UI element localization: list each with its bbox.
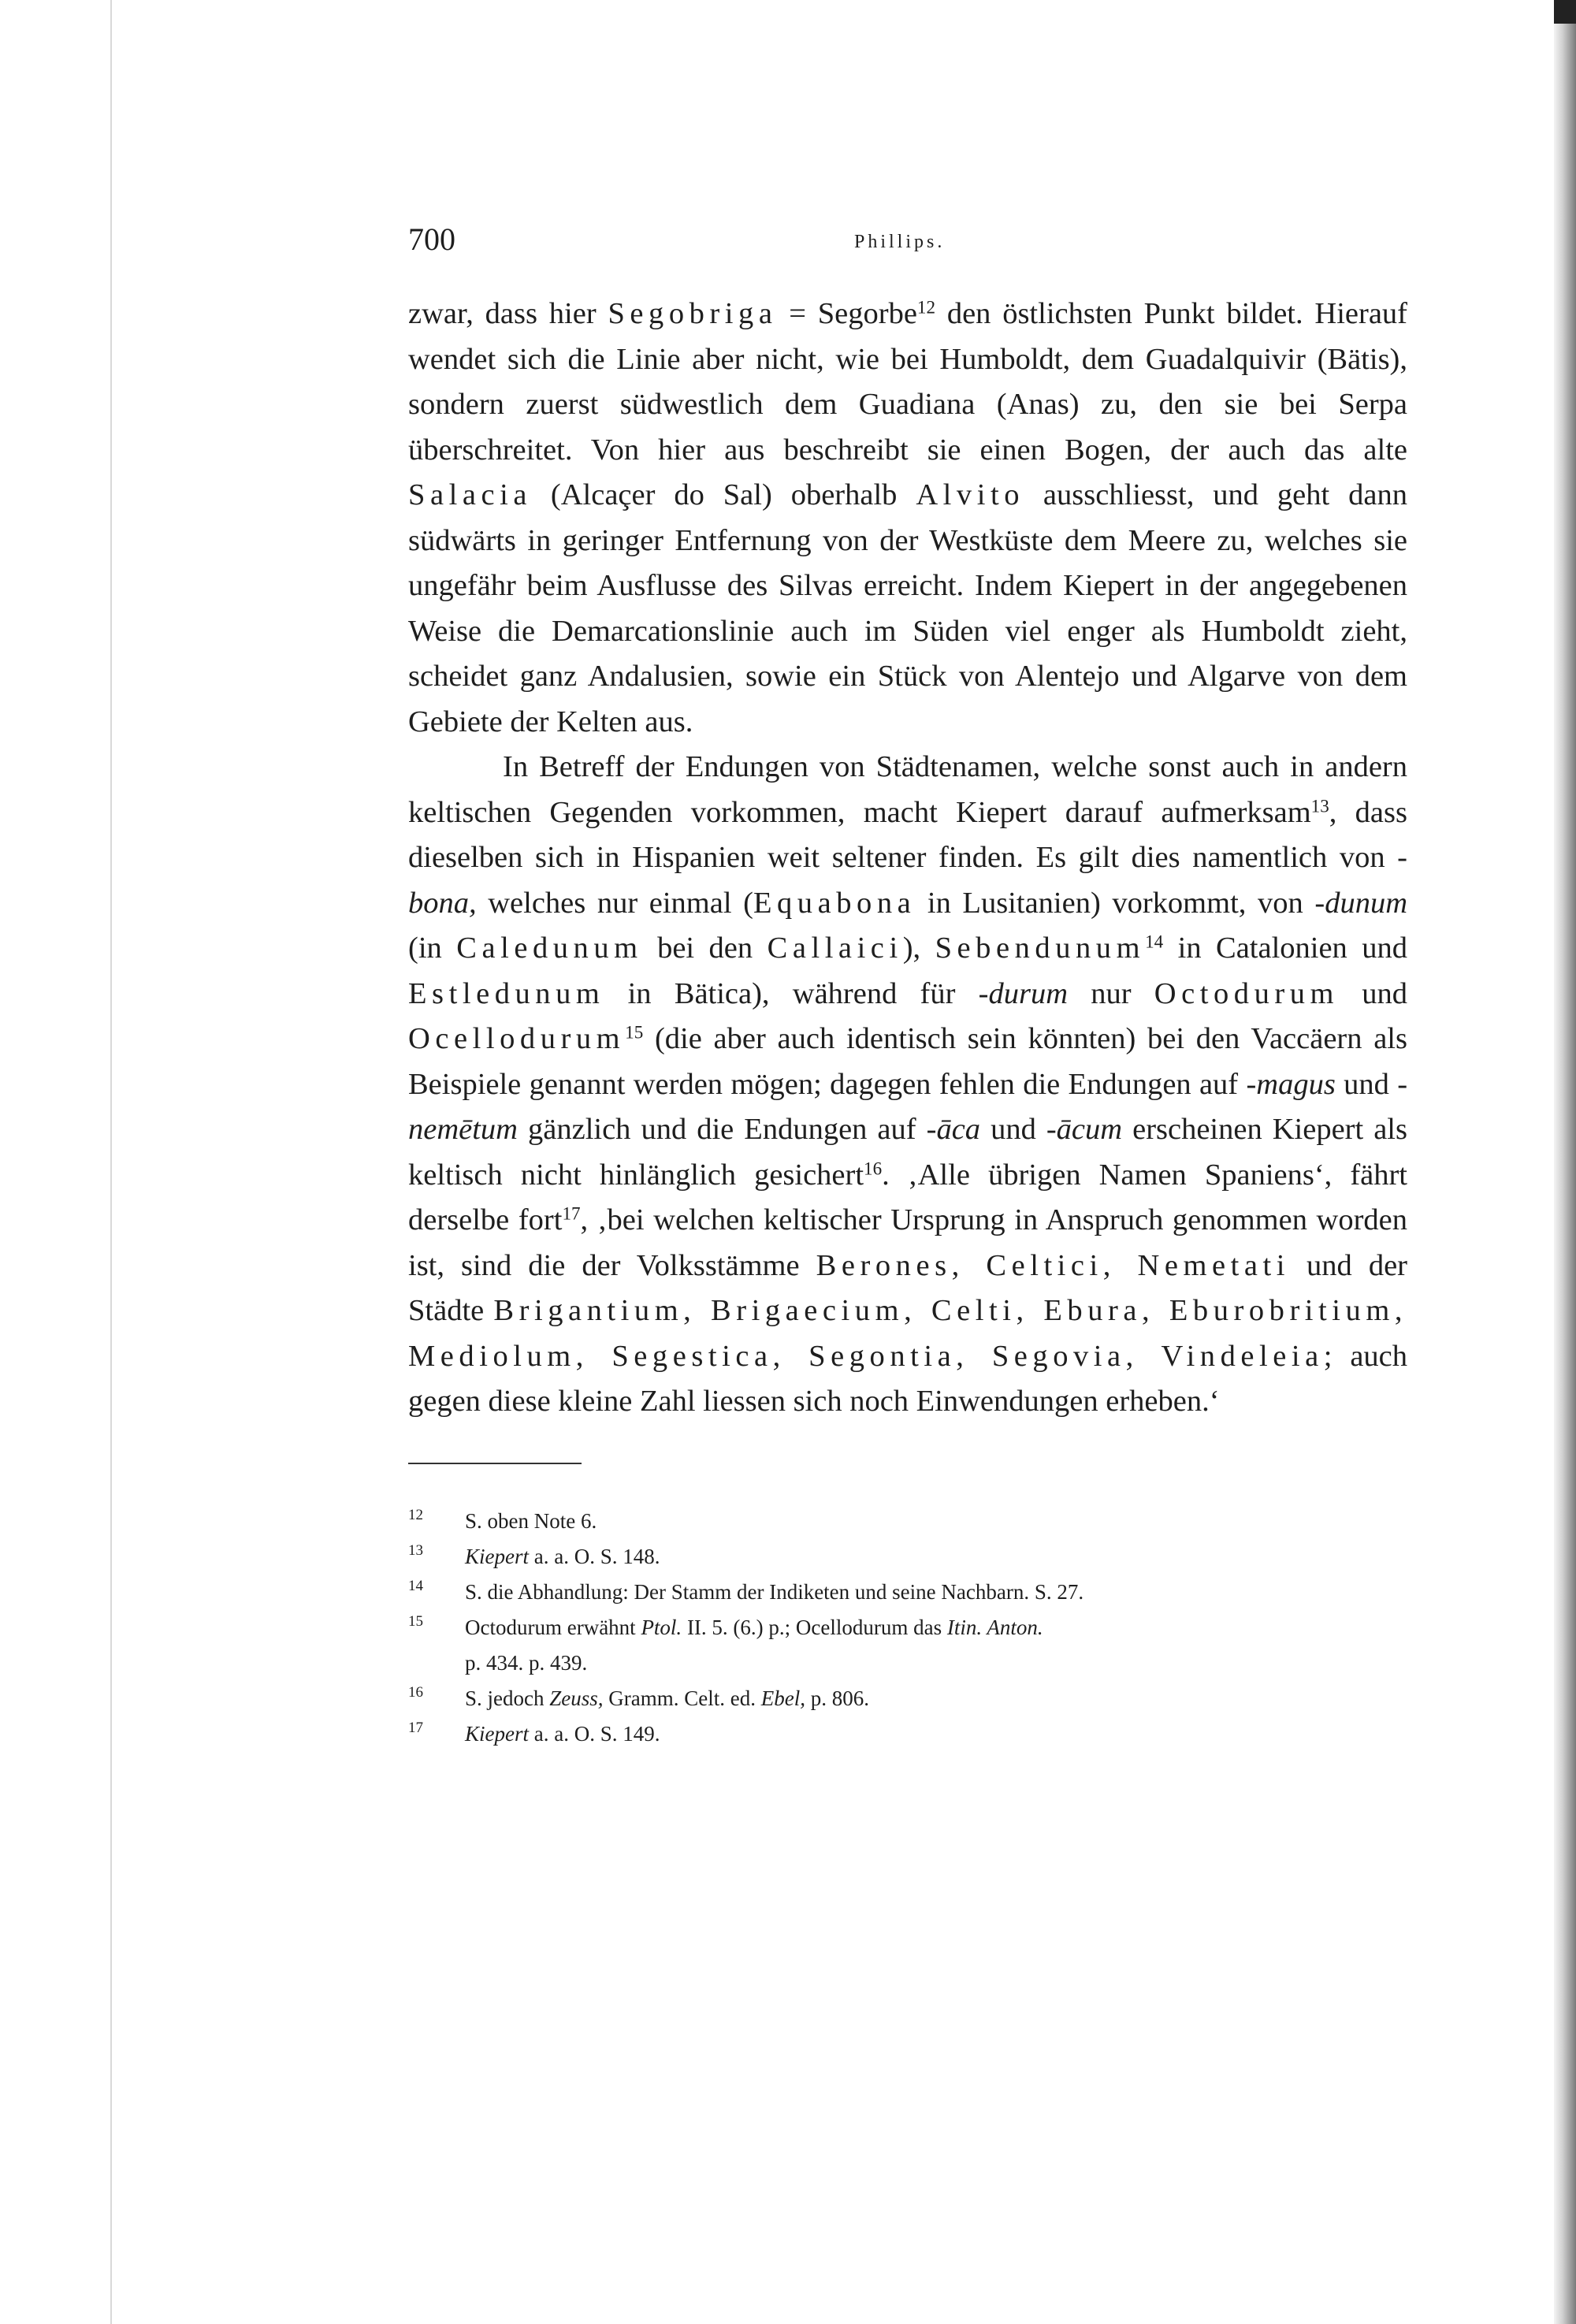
italic-suffix: -durum bbox=[978, 976, 1069, 1010]
footnote-text: p. 806. bbox=[805, 1686, 869, 1710]
text-run: gänzlich und die Endungen auf bbox=[517, 1113, 927, 1146]
footnote-15 bbox=[408, 1610, 1407, 1681]
page-edge-left bbox=[110, 0, 112, 2324]
footnote-divider bbox=[408, 1463, 582, 1464]
spaced-name: Estledunum bbox=[408, 976, 605, 1010]
text-run: in Catalonien und bbox=[1163, 931, 1408, 965]
text-run: in Bätica), während für bbox=[604, 976, 979, 1010]
paragraph-1 bbox=[408, 292, 1407, 745]
spaced-name: Segobriga bbox=[608, 297, 778, 330]
footnote-ref: 15 bbox=[625, 1021, 644, 1043]
footnote-ref: 16 bbox=[864, 1157, 883, 1178]
footnote-author: Zeuss, bbox=[549, 1686, 604, 1710]
footnote-source: Itin. Anton. bbox=[946, 1615, 1043, 1639]
header-author: Phillips. bbox=[854, 232, 946, 252]
footnote-author: Kiepert bbox=[465, 1544, 529, 1568]
footnote-text: S. die Abhandlung: Der Stamm der Indiketen und seine Nachbarn. S. 27. bbox=[465, 1579, 1084, 1604]
text-run: welches nur einmal ( bbox=[476, 886, 753, 920]
footnote-text: II. 5. (6.) p.; Ocellodurum das bbox=[682, 1615, 947, 1639]
italic-suffix: -āca bbox=[926, 1113, 981, 1146]
text-run: zwar, dass hier bbox=[408, 297, 608, 330]
footnote-number: 14 bbox=[408, 1577, 423, 1594]
footnote-text: S. jedoch bbox=[465, 1686, 550, 1710]
text-run: und der Städte bbox=[408, 1248, 1407, 1327]
footnote-author: Ebel, bbox=[760, 1686, 805, 1710]
text-run: und bbox=[1335, 1067, 1398, 1101]
text-run: , ‚bei welchen keltischer Ursprung in Anspruch genommen worden ist, sind die der Volksstämme bbox=[408, 1203, 1407, 1282]
italic-suffix: -ācum bbox=[1046, 1113, 1123, 1146]
spaced-name: Equabona bbox=[753, 886, 916, 920]
text-run: und bbox=[1339, 976, 1408, 1010]
text-run: . ‚Alle übrigen Namen Spaniens‘, fährt derselbe fort bbox=[408, 1158, 1408, 1236]
spaced-name: Alvito bbox=[916, 478, 1024, 511]
spaced-name: Callaici bbox=[767, 931, 903, 965]
text-run: (in bbox=[408, 931, 457, 965]
footnote-ref: 17 bbox=[562, 1203, 581, 1224]
spaced-name: Salacia bbox=[408, 478, 532, 511]
text-run: in Lusitanien) vorkommt, von bbox=[916, 886, 1315, 920]
italic-suffix: -dunum bbox=[1314, 886, 1407, 920]
footnote-13 bbox=[408, 1539, 1407, 1575]
footnote-text: a. a. O. S. 149. bbox=[529, 1721, 660, 1746]
page-number: 700 bbox=[408, 221, 455, 257]
footnote-14 bbox=[408, 1575, 1407, 1610]
footnote-ref: 12 bbox=[916, 296, 936, 318]
text-run: , dass dieselben sich in Hispanien weit seltener finden. Es gilt dies namentlich von bbox=[408, 795, 1407, 874]
spaced-name: Brigantium, Brigaecium, Celti, Ebura, Eburobritium, Mediolum, Segestica, Segontia, Segovia, Vindeleia bbox=[408, 1294, 1407, 1373]
body-text bbox=[408, 292, 1407, 1425]
running-head bbox=[408, 221, 1407, 268]
footnote-number: 17 bbox=[408, 1719, 423, 1736]
spaced-name: Octodurum bbox=[1154, 976, 1340, 1010]
footnote-number: 15 bbox=[408, 1612, 423, 1630]
spaced-name: Caledunum bbox=[456, 931, 643, 965]
page-edge-right bbox=[1554, 0, 1576, 2324]
footnote-ref: 14 bbox=[1145, 931, 1164, 952]
text-run: ausschliesst, und geht dann südwärts in geringer Entfernung von der Westküste dem Meere zu, welches sie ungefähr beim Ausflusse des Silvas erreicht. Indem Kiepert in der angegebenen Weise die Demarcationslinie auch im Süden viel enger als Humboldt zieht, scheidet ganz Andalusien, sowie ein Stück von Alentejo und Algarve von dem Gebiete der Kelten aus. bbox=[408, 478, 1407, 738]
footnote-text: a. a. O. S. 148. bbox=[529, 1544, 660, 1568]
text-run: und bbox=[980, 1113, 1046, 1146]
footnote-source: Ptol. bbox=[641, 1615, 682, 1639]
text-run: (Alcaçer do Sal) oberhalb bbox=[531, 478, 916, 511]
footnote-author: Kiepert bbox=[465, 1721, 529, 1746]
footnote-number: 12 bbox=[408, 1506, 423, 1523]
footnote-12 bbox=[408, 1504, 1407, 1539]
spaced-name: Berones, Celtici, Nemetati bbox=[816, 1248, 1291, 1282]
footnote-text: Gramm. Celt. ed. bbox=[603, 1686, 761, 1710]
footnote-text: Octodurum erwähnt bbox=[465, 1615, 641, 1639]
text-run: = Segorbe bbox=[777, 297, 917, 330]
footnote-17 bbox=[408, 1716, 1407, 1752]
footnote-number: 16 bbox=[408, 1683, 423, 1701]
text-run: den östlichsten Punkt bildet. Hierauf wendet sich die Linie aber nicht, wie bei Humboldt, dem Guadalquivir (Bätis), sondern zuerst südwestlich dem Guadiana (Anas) zu, den sie bei Serpa überschreitet. Von hier aus beschreibt sie einen Bogen, der auch das alte bbox=[408, 297, 1407, 467]
spaced-name: Sebendunum bbox=[935, 931, 1146, 965]
page-edge-corner bbox=[1554, 0, 1576, 24]
spaced-name: Ocellodurum bbox=[408, 1022, 626, 1055]
footnote-16 bbox=[408, 1681, 1407, 1716]
italic-suffix: -nemētum bbox=[408, 1067, 1408, 1146]
text-run: ), bbox=[902, 931, 935, 965]
paragraph-2 bbox=[408, 745, 1407, 1425]
footnote-ref: 13 bbox=[1310, 794, 1329, 816]
text-run: erscheinen Kiepert als keltisch nicht hinlänglich gesichert bbox=[408, 1113, 1407, 1192]
footnotes bbox=[408, 1504, 1407, 1752]
text-run: (die aber auch identisch sein könnten) bei den Vaccäern als Beispiele genannt werden mögen; dagegen fehlen die Endungen auf bbox=[408, 1022, 1407, 1101]
text-run: In Betreff der Endungen von Städtenamen, welche sonst auch in andern keltischen Gegenden vorkommen, macht Kiepert darauf aufmerksam bbox=[408, 750, 1407, 829]
text-run: ; auch gegen diese kleine Zahl liessen sich noch Einwendungen erheben.‘ bbox=[408, 1339, 1408, 1418]
footnote-text: S. oben Note 6. bbox=[465, 1508, 597, 1533]
italic-suffix: -bona, bbox=[408, 841, 1407, 920]
text-run: nur bbox=[1068, 976, 1154, 1010]
italic-suffix: -magus bbox=[1246, 1067, 1336, 1101]
book-page bbox=[408, 221, 1407, 1752]
text-run: bei den bbox=[642, 931, 768, 965]
footnote-text: p. 434. p. 439. bbox=[465, 1650, 588, 1675]
footnote-number: 13 bbox=[408, 1541, 423, 1559]
